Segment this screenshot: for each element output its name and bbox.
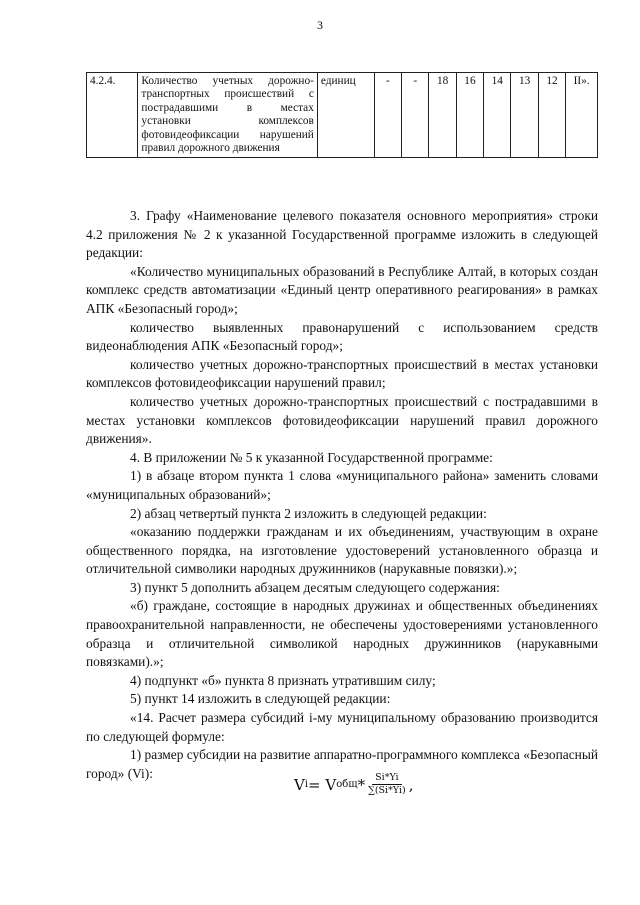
formula-fraction (368, 772, 406, 797)
formula-equals: = V (308, 775, 337, 794)
formula-denominator: ∑(Si*Yi) (368, 785, 406, 796)
paragraph: количество выявленных правонарушений с использованием средств видеонаблюдения АПК «Безопасный город»; (86, 319, 598, 354)
paragraph: 3. Графу «Наименование целевого показателя основного мероприятия» строки 4.2 приложения № 2 к указанной Государственной программе изложить в следующей редакции: (86, 208, 598, 261)
value-cell: 12 (538, 73, 565, 158)
paragraph: 4. В приложении № 5 к указанной Государственной программе: (130, 449, 493, 465)
paragraph: «б) граждане, состоящие в народных дружинах и общественных объединениях правоохранительной направленности, не обеспечены удостоверениями установленного образца и отличительной символикой народных дружинников (нарукавными повязками).»; (86, 598, 598, 670)
value-cell: 16 (456, 73, 483, 158)
paragraph: 3) пункт 5 дополнить абзацем десятым следующего содержания: (130, 579, 500, 595)
paragraph: 1) в абзаце втором пункта 1 слова «муниципального района» заменить словами «муниципальных образований»; (86, 468, 598, 502)
paragraph: 1) размер субсидии на развитие аппаратно-программного комплекса «Безопасный город» (Vi): (86, 747, 598, 781)
page-number: 3 (317, 18, 323, 32)
paragraph: 4) подпункт «б» пункта 8 признать утратившим силу; (130, 672, 436, 688)
indicator-table (86, 72, 598, 158)
paragraph: 5) пункт 14 изложить в следующей редакции: (130, 691, 391, 707)
indicator-name: Количество учетных дорожно-транспортных происшествий с пострадавшими в местах установки комплексов фотовидеофиксации нарушений правил дорожного движения (138, 73, 317, 158)
formula-tail: , (408, 775, 414, 794)
unit-cell: единиц (317, 73, 374, 158)
formula-v-sub: общ (336, 779, 358, 790)
value-cell: II». (566, 73, 598, 158)
value-cell: 13 (511, 73, 538, 158)
paragraph: «14. Расчет размера субсидий i-му муниципальному образованию производится по следующей формуле: (86, 710, 598, 744)
value-cell: - (374, 73, 401, 158)
value-cell: 14 (484, 73, 511, 158)
document-body (86, 207, 598, 783)
value-cell: 18 (429, 73, 456, 158)
paragraph: 2) абзац четвертый пункта 2 изложить в следующей редакции: (130, 505, 487, 521)
formula-lhs: V (294, 775, 305, 794)
paragraph: количество учетных дорожно-транспортных происшествий с пострадавшими в местах установки комплексов фотовидеофиксации нарушений правил дорожного движения». (86, 393, 598, 447)
row-number: 4.2.4. (87, 73, 138, 158)
value-cell: - (402, 73, 429, 158)
paragraph: «Количество муниципальных образований в Республике Алтай, в которых создан комплекс средств автоматизации «Единый центр оперативного реагирования» в рамках АПК «Безопасный город»; (86, 263, 598, 316)
formula-times: * (357, 775, 366, 794)
paragraph: «оказанию поддержки гражданам и их объединениям, участвующим в охране общественного порядка, на изготовление удостоверений установленного образца и отличительной символики народных дружинников (нарукавные повязки).»; (86, 524, 598, 577)
table-row (87, 73, 598, 158)
subsidy-formula (294, 772, 413, 797)
formula-lhs-sub: i (304, 779, 309, 790)
formula-numerator: Si*Yi (372, 772, 401, 785)
paragraph: количество учетных дорожно-транспортных происшествий в местах установки комплексов фотовидеофиксации нарушений правил; (86, 356, 598, 391)
